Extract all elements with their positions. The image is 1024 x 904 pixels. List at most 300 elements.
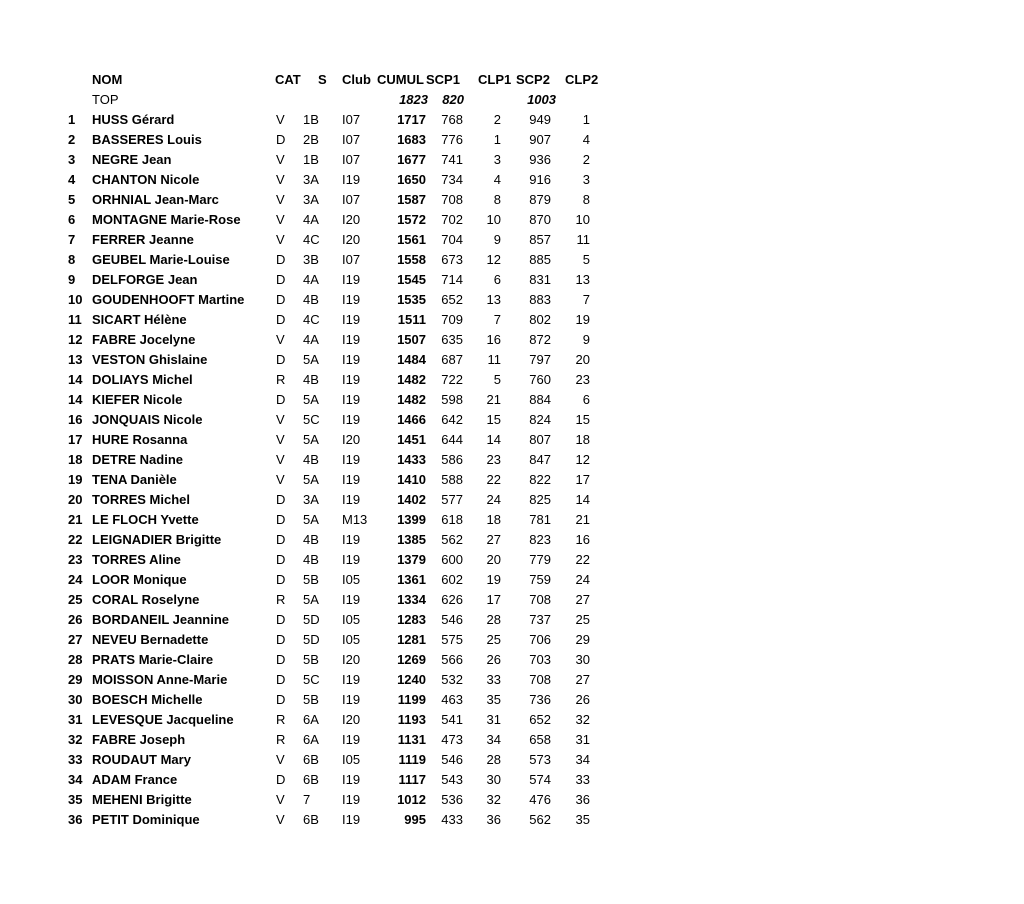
- cumul-cell: 1410: [397, 472, 426, 487]
- scp1-cell: 566: [441, 652, 463, 667]
- rank-cell: 4: [68, 172, 76, 187]
- clp1-cell: 19: [486, 572, 501, 587]
- name-cell: ROUDAUT Mary: [92, 752, 191, 767]
- rank-cell: 25: [68, 592, 83, 607]
- s-cell: 5B: [303, 652, 319, 667]
- scp2-cell: 797: [529, 352, 551, 367]
- scp2-cell: 658: [529, 732, 551, 747]
- clp1-cell: 25: [486, 632, 501, 647]
- s-cell: 4B: [303, 532, 319, 547]
- cat-cell: D: [276, 672, 286, 687]
- table-row: [0, 270, 640, 290]
- scp2-cell: 857: [529, 232, 551, 247]
- clp1-cell: 28: [486, 612, 501, 627]
- table-row: [0, 450, 640, 470]
- cat-cell: D: [276, 352, 286, 367]
- clp2-cell: 7: [582, 292, 590, 307]
- scp2-cell: 807: [529, 432, 551, 447]
- scp1-cell: 532: [441, 672, 463, 687]
- scp1-cell: 741: [441, 152, 463, 167]
- rank-cell: 14: [68, 372, 83, 387]
- s-cell: 5A: [303, 512, 319, 527]
- name-cell: NEVEU Bernadette: [92, 632, 209, 647]
- club-cell: I19: [342, 372, 361, 387]
- cat-cell: D: [276, 652, 286, 667]
- name-cell: FABRE Jocelyne: [92, 332, 196, 347]
- scp1-cell: 776: [441, 132, 463, 147]
- rank-cell: 11: [68, 312, 82, 327]
- clp1-cell: 14: [486, 432, 501, 447]
- cat-cell: V: [276, 232, 285, 247]
- header-s: S: [318, 72, 327, 87]
- rank-cell: 23: [68, 552, 83, 567]
- cumul-cell: 1545: [397, 272, 426, 287]
- scp2-cell: 883: [529, 292, 551, 307]
- cat-cell: V: [276, 432, 285, 447]
- cat-cell: V: [276, 332, 285, 347]
- s-cell: 5A: [303, 352, 319, 367]
- clp2-cell: 27: [575, 672, 590, 687]
- cat-cell: D: [276, 772, 286, 787]
- s-cell: 5C: [303, 412, 320, 427]
- header-cat: CAT: [275, 72, 301, 87]
- scp2-cell: 574: [529, 772, 551, 787]
- cat-cell: D: [276, 252, 286, 267]
- clp1-cell: 5: [493, 372, 501, 387]
- clp1-cell: 11: [487, 352, 501, 367]
- clp1-cell: 9: [493, 232, 501, 247]
- s-cell: 5B: [303, 692, 319, 707]
- club-cell: I20: [342, 712, 361, 727]
- name-cell: ORHNIAL Jean-Marc: [92, 192, 219, 207]
- club-cell: I19: [342, 532, 361, 547]
- rank-cell: 5: [68, 192, 76, 207]
- scp1-cell: 708: [441, 192, 463, 207]
- clp2-cell: 33: [575, 772, 590, 787]
- scp1-cell: 546: [441, 752, 463, 767]
- club-cell: I07: [342, 132, 361, 147]
- s-cell: 6B: [303, 752, 319, 767]
- rank-cell: 16: [68, 412, 83, 427]
- name-cell: FABRE Joseph: [92, 732, 186, 747]
- scp1-cell: 536: [441, 792, 463, 807]
- name-cell: PETIT Dominique: [92, 812, 200, 827]
- name-cell: ADAM France: [92, 772, 178, 787]
- club-cell: M13: [342, 512, 368, 527]
- cumul-cell: 1361: [397, 572, 426, 587]
- clp1-cell: 27: [486, 532, 501, 547]
- club-cell: I19: [342, 172, 361, 187]
- s-cell: 6B: [303, 772, 319, 787]
- cat-cell: D: [276, 272, 286, 287]
- cumul-cell: 1269: [397, 652, 426, 667]
- cat-cell: D: [276, 292, 286, 307]
- clp1-cell: 10: [486, 212, 501, 227]
- scp2-cell: 737: [529, 612, 551, 627]
- clp2-cell: 5: [582, 252, 590, 267]
- club-cell: I07: [342, 192, 361, 207]
- scp2-cell: 823: [529, 532, 551, 547]
- scp1-cell: 626: [441, 592, 463, 607]
- clp1-cell: 32: [486, 792, 501, 807]
- scp1-cell: 586: [441, 452, 463, 467]
- table-row: [0, 330, 640, 350]
- clp1-cell: 28: [486, 752, 501, 767]
- scp1-cell: 546: [441, 612, 463, 627]
- rank-cell: 30: [68, 692, 83, 707]
- cat-cell: V: [276, 412, 285, 427]
- scp2-cell: 916: [529, 172, 551, 187]
- header-cumul: CUMUL: [377, 72, 424, 87]
- club-cell: I19: [342, 332, 361, 347]
- rank-cell: 12: [68, 332, 83, 347]
- rank-cell: 34: [68, 772, 83, 787]
- scp1-cell: 577: [441, 492, 463, 507]
- scp1-cell: 588: [441, 472, 463, 487]
- clp2-cell: 21: [575, 512, 590, 527]
- clp2-cell: 1: [582, 112, 590, 127]
- club-cell: I07: [342, 152, 361, 167]
- s-cell: 1B: [303, 152, 319, 167]
- cumul-cell: 1482: [397, 392, 426, 407]
- table-row: [0, 430, 640, 450]
- table-row: [0, 810, 640, 830]
- club-cell: I19: [342, 772, 361, 787]
- s-cell: 4B: [303, 452, 319, 467]
- cumul-cell: 1012: [397, 792, 426, 807]
- name-cell: NEGRE Jean: [92, 152, 172, 167]
- clp2-cell: 15: [575, 412, 590, 427]
- table-row: [0, 130, 640, 150]
- clp2-cell: 24: [575, 572, 590, 587]
- table-row: [0, 470, 640, 490]
- clp2-cell: 3: [582, 172, 590, 187]
- scp2-cell: 708: [529, 592, 551, 607]
- name-cell: PRATS Marie-Claire: [92, 652, 214, 667]
- clp1-cell: 4: [493, 172, 501, 187]
- clp1-cell: 16: [486, 332, 501, 347]
- s-cell: 6A: [303, 712, 319, 727]
- clp2-cell: 6: [582, 392, 590, 407]
- name-cell: DOLIAYS Michel: [92, 372, 193, 387]
- scp1-cell: 463: [441, 692, 463, 707]
- cumul-cell: 1399: [397, 512, 426, 527]
- cat-cell: D: [276, 312, 286, 327]
- cat-cell: D: [276, 492, 286, 507]
- s-cell: 4B: [303, 292, 319, 307]
- cat-cell: D: [276, 392, 286, 407]
- header-club: Club: [342, 72, 371, 87]
- clp1-cell: 7: [493, 312, 501, 327]
- header-clp1: CLP1: [478, 72, 512, 87]
- clp2-cell: 9: [582, 332, 590, 347]
- rank-cell: 31: [68, 712, 83, 727]
- clp1-cell: 2: [493, 112, 501, 127]
- cat-cell: R: [276, 372, 286, 387]
- clp1-cell: 35: [486, 692, 501, 707]
- cumul-cell: 1511: [397, 312, 426, 327]
- scp2-cell: 936: [529, 152, 551, 167]
- s-cell: 1B: [303, 112, 319, 127]
- rank-cell: 7: [68, 232, 76, 247]
- scp2-cell: 872: [529, 332, 551, 347]
- clp1-cell: 22: [486, 472, 501, 487]
- club-cell: I05: [342, 612, 361, 627]
- s-cell: 3A: [303, 492, 319, 507]
- cumul-cell: 1677: [397, 152, 426, 167]
- s-cell: 4A: [303, 272, 319, 287]
- cat-cell: D: [276, 572, 286, 587]
- name-cell: VESTON Ghislaine: [92, 352, 208, 367]
- rank-cell: 22: [68, 532, 83, 547]
- name-cell: BOESCH Michelle: [92, 692, 203, 707]
- club-cell: I19: [342, 692, 361, 707]
- s-cell: 7: [303, 792, 311, 807]
- clp2-cell: 22: [575, 552, 590, 567]
- s-cell: 4B: [303, 552, 319, 567]
- table-row: [0, 690, 640, 710]
- s-cell: 5A: [303, 432, 319, 447]
- clp2-cell: 8: [582, 192, 590, 207]
- header-nom: NOM: [92, 72, 123, 87]
- top-cumul: 1823: [399, 92, 428, 107]
- name-cell: LEVESQUE Jacqueline: [92, 712, 234, 727]
- header-scp2: SCP2: [516, 72, 550, 87]
- clp1-cell: 33: [486, 672, 501, 687]
- header-clp2: CLP2: [565, 72, 599, 87]
- club-cell: I19: [342, 552, 361, 567]
- clp1-cell: 34: [486, 732, 501, 747]
- cat-cell: R: [276, 712, 286, 727]
- scp1-cell: 687: [441, 352, 463, 367]
- clp2-cell: 19: [575, 312, 590, 327]
- top-label: TOP: [92, 92, 119, 107]
- name-cell: MEHENI Brigitte: [92, 792, 192, 807]
- table-row: [0, 390, 640, 410]
- scp1-cell: 642: [441, 412, 463, 427]
- name-cell: DELFORGE Jean: [92, 272, 198, 287]
- s-cell: 5A: [303, 472, 319, 487]
- clp1-cell: 18: [486, 512, 501, 527]
- s-cell: 4B: [303, 372, 319, 387]
- clp2-cell: 18: [575, 432, 590, 447]
- cumul-cell: 995: [404, 812, 426, 827]
- club-cell: I19: [342, 812, 361, 827]
- rank-cell: 32: [68, 732, 83, 747]
- top-scp2: 1003: [527, 92, 556, 107]
- table-row: [0, 230, 640, 250]
- s-cell: 5B: [303, 572, 319, 587]
- table-row: [0, 750, 640, 770]
- clp1-cell: 31: [486, 712, 501, 727]
- s-cell: 3A: [303, 192, 319, 207]
- club-cell: I19: [342, 392, 361, 407]
- scp2-cell: 907: [529, 132, 551, 147]
- cat-cell: V: [276, 752, 285, 767]
- cat-cell: V: [276, 452, 285, 467]
- scp1-cell: 702: [441, 212, 463, 227]
- table-row: [0, 490, 640, 510]
- cumul-cell: 1433: [397, 452, 426, 467]
- table-row: [0, 630, 640, 650]
- name-cell: MOISSON Anne-Marie: [92, 672, 228, 687]
- club-cell: I19: [342, 292, 361, 307]
- rank-cell: 18: [68, 452, 83, 467]
- clp2-cell: 14: [575, 492, 590, 507]
- rank-cell: 29: [68, 672, 83, 687]
- scp1-cell: 602: [441, 572, 463, 587]
- name-cell: LEIGNADIER Brigitte: [92, 532, 222, 547]
- clp1-cell: 12: [486, 252, 501, 267]
- name-cell: GOUDENHOOFT Martine: [92, 292, 245, 307]
- clp1-cell: 1: [493, 132, 501, 147]
- table-row: [0, 290, 640, 310]
- club-cell: I19: [342, 672, 361, 687]
- top-row: [0, 90, 640, 110]
- clp2-cell: 12: [575, 452, 590, 467]
- table-row: [0, 170, 640, 190]
- scp2-cell: 949: [529, 112, 551, 127]
- table-row: [0, 510, 640, 530]
- clp2-cell: 31: [575, 732, 590, 747]
- name-cell: BORDANEIL Jeannine: [92, 612, 230, 627]
- scp2-cell: 885: [529, 252, 551, 267]
- clp1-cell: 8: [493, 192, 501, 207]
- scp1-cell: 473: [441, 732, 463, 747]
- cat-cell: D: [276, 132, 286, 147]
- clp2-cell: 36: [575, 792, 590, 807]
- table-row: [0, 110, 640, 130]
- name-cell: CORAL Roselyne: [92, 592, 200, 607]
- name-cell: BASSERES Louis: [92, 132, 202, 147]
- clp1-cell: 30: [486, 772, 501, 787]
- club-cell: I07: [342, 252, 361, 267]
- scp2-cell: 779: [529, 552, 551, 567]
- scp2-cell: 760: [529, 372, 551, 387]
- scp1-cell: 768: [441, 112, 463, 127]
- cumul-cell: 1535: [397, 292, 426, 307]
- club-cell: I20: [342, 232, 361, 247]
- clp1-cell: 36: [486, 812, 501, 827]
- scp2-cell: 822: [529, 472, 551, 487]
- cumul-cell: 1117: [398, 772, 426, 787]
- scp1-cell: 734: [441, 172, 463, 187]
- table-row: [0, 370, 640, 390]
- rank-cell: 13: [68, 352, 83, 367]
- header-scp1: SCP1: [426, 72, 460, 87]
- cat-cell: V: [276, 112, 285, 127]
- cat-cell: R: [276, 732, 286, 747]
- table-row: [0, 590, 640, 610]
- scp2-cell: 652: [529, 712, 551, 727]
- table-row: [0, 710, 640, 730]
- s-cell: 6B: [303, 812, 319, 827]
- scp2-cell: 573: [529, 752, 551, 767]
- club-cell: I19: [342, 412, 361, 427]
- scp1-cell: 635: [441, 332, 463, 347]
- scp1-cell: 598: [441, 392, 463, 407]
- clp2-cell: 10: [575, 212, 590, 227]
- club-cell: I19: [342, 472, 361, 487]
- s-cell: 5A: [303, 592, 319, 607]
- clp2-cell: 17: [575, 472, 590, 487]
- scp2-cell: 879: [529, 192, 551, 207]
- scp1-cell: 673: [441, 252, 463, 267]
- scp2-cell: 562: [529, 812, 551, 827]
- scp1-cell: 704: [441, 232, 463, 247]
- scp1-cell: 562: [441, 532, 463, 547]
- club-cell: I19: [342, 732, 361, 747]
- rank-cell: 17: [68, 432, 83, 447]
- scp1-cell: 575: [441, 632, 463, 647]
- clp1-cell: 17: [486, 592, 501, 607]
- clp2-cell: 11: [576, 232, 590, 247]
- rank-cell: 1: [68, 112, 76, 127]
- clp2-cell: 34: [575, 752, 590, 767]
- clp2-cell: 30: [575, 652, 590, 667]
- clp1-cell: 21: [486, 392, 501, 407]
- scp2-cell: 802: [529, 312, 551, 327]
- name-cell: KIEFER Nicole: [92, 392, 183, 407]
- cat-cell: V: [276, 192, 285, 207]
- cumul-cell: 1402: [397, 492, 426, 507]
- name-cell: TORRES Michel: [92, 492, 191, 507]
- s-cell: 4C: [303, 232, 320, 247]
- cumul-cell: 1572: [397, 212, 426, 227]
- table-row: [0, 610, 640, 630]
- cumul-cell: 1482: [397, 372, 426, 387]
- clp1-cell: 23: [486, 452, 501, 467]
- cat-cell: D: [276, 612, 286, 627]
- s-cell: 4A: [303, 212, 319, 227]
- cumul-cell: 1717: [397, 112, 426, 127]
- club-cell: I20: [342, 432, 361, 447]
- table-row: [0, 770, 640, 790]
- scp1-cell: 543: [441, 772, 463, 787]
- scp2-cell: 870: [529, 212, 551, 227]
- table-row: [0, 670, 640, 690]
- rank-cell: 6: [68, 212, 76, 227]
- cumul-cell: 1379: [397, 552, 426, 567]
- cat-cell: D: [276, 512, 286, 527]
- scp2-cell: 706: [529, 632, 551, 647]
- name-cell: TENA Danièle: [92, 472, 177, 487]
- cat-cell: D: [276, 632, 286, 647]
- clp2-cell: 23: [575, 372, 590, 387]
- table-row: [0, 650, 640, 670]
- rank-cell: 10: [68, 292, 83, 307]
- s-cell: 5C: [303, 672, 320, 687]
- table-row: [0, 730, 640, 750]
- scp1-cell: 618: [441, 512, 463, 527]
- name-cell: LOOR Monique: [92, 572, 187, 587]
- cat-cell: V: [276, 172, 285, 187]
- cat-cell: R: [276, 592, 286, 607]
- cumul-cell: 1558: [397, 252, 426, 267]
- cat-cell: V: [276, 812, 285, 827]
- scp2-cell: 781: [529, 512, 551, 527]
- rank-cell: 26: [68, 612, 83, 627]
- clp2-cell: 35: [575, 812, 590, 827]
- clp1-cell: 13: [486, 292, 501, 307]
- s-cell: 5D: [303, 612, 320, 627]
- rank-cell: 20: [68, 492, 83, 507]
- clp1-cell: 6: [493, 272, 501, 287]
- s-cell: 3B: [303, 252, 319, 267]
- name-cell: SICART Hélène: [92, 312, 187, 327]
- table-row: [0, 210, 640, 230]
- club-cell: I05: [342, 752, 361, 767]
